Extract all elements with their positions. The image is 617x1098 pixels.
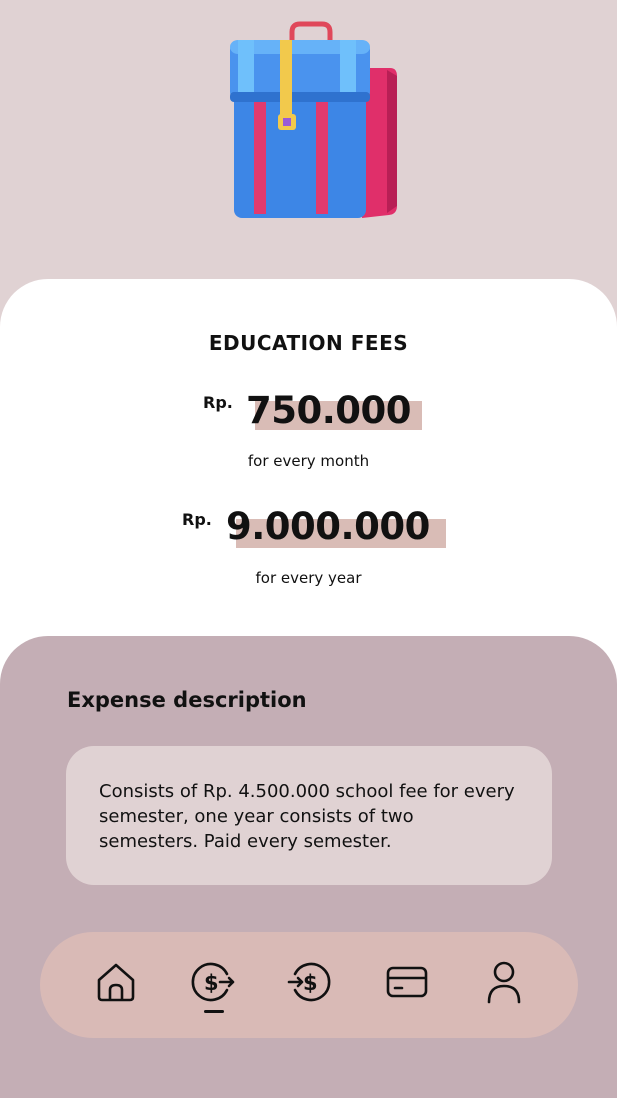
nav-send-payment[interactable] [187, 960, 237, 1016]
monthly-caption: for every month [247, 452, 370, 470]
bottom-navbar [40, 932, 578, 1038]
nav-receive-payment[interactable] [283, 960, 333, 1016]
yearly-fee [0, 505, 617, 555]
nav-home[interactable] [91, 960, 141, 1016]
dollar-receive-icon [287, 960, 331, 1004]
yearly-amount: 9.000.000 [226, 505, 430, 548]
fees-title: EDUCATION FEES [208, 331, 409, 355]
hero-section [0, 0, 617, 300]
nav-profile[interactable] [479, 960, 529, 1016]
dollar-send-icon [191, 960, 235, 1004]
monthly-currency: Rp. [203, 393, 233, 412]
card-icon [385, 960, 429, 1004]
monthly-amount: 750.000 [246, 389, 412, 432]
active-tab-indicator [204, 1010, 224, 1013]
yearly-caption: for every year [255, 569, 362, 587]
monthly-fee [0, 389, 617, 439]
expense-description-box [66, 746, 552, 885]
yearly-currency: Rp. [182, 510, 212, 529]
svg-text:$: $ [303, 971, 318, 995]
expense-title: Expense description [67, 688, 307, 712]
nav-card[interactable] [381, 960, 431, 1016]
home-icon [95, 960, 137, 1002]
school-bag-illustration [222, 18, 402, 223]
profile-icon [483, 960, 525, 1004]
svg-text:$: $ [204, 971, 219, 995]
expense-description: Consists of Rp. 4.500.000 school fee for every semester, one year consists of two semesters. Paid every semester. [99, 781, 515, 852]
